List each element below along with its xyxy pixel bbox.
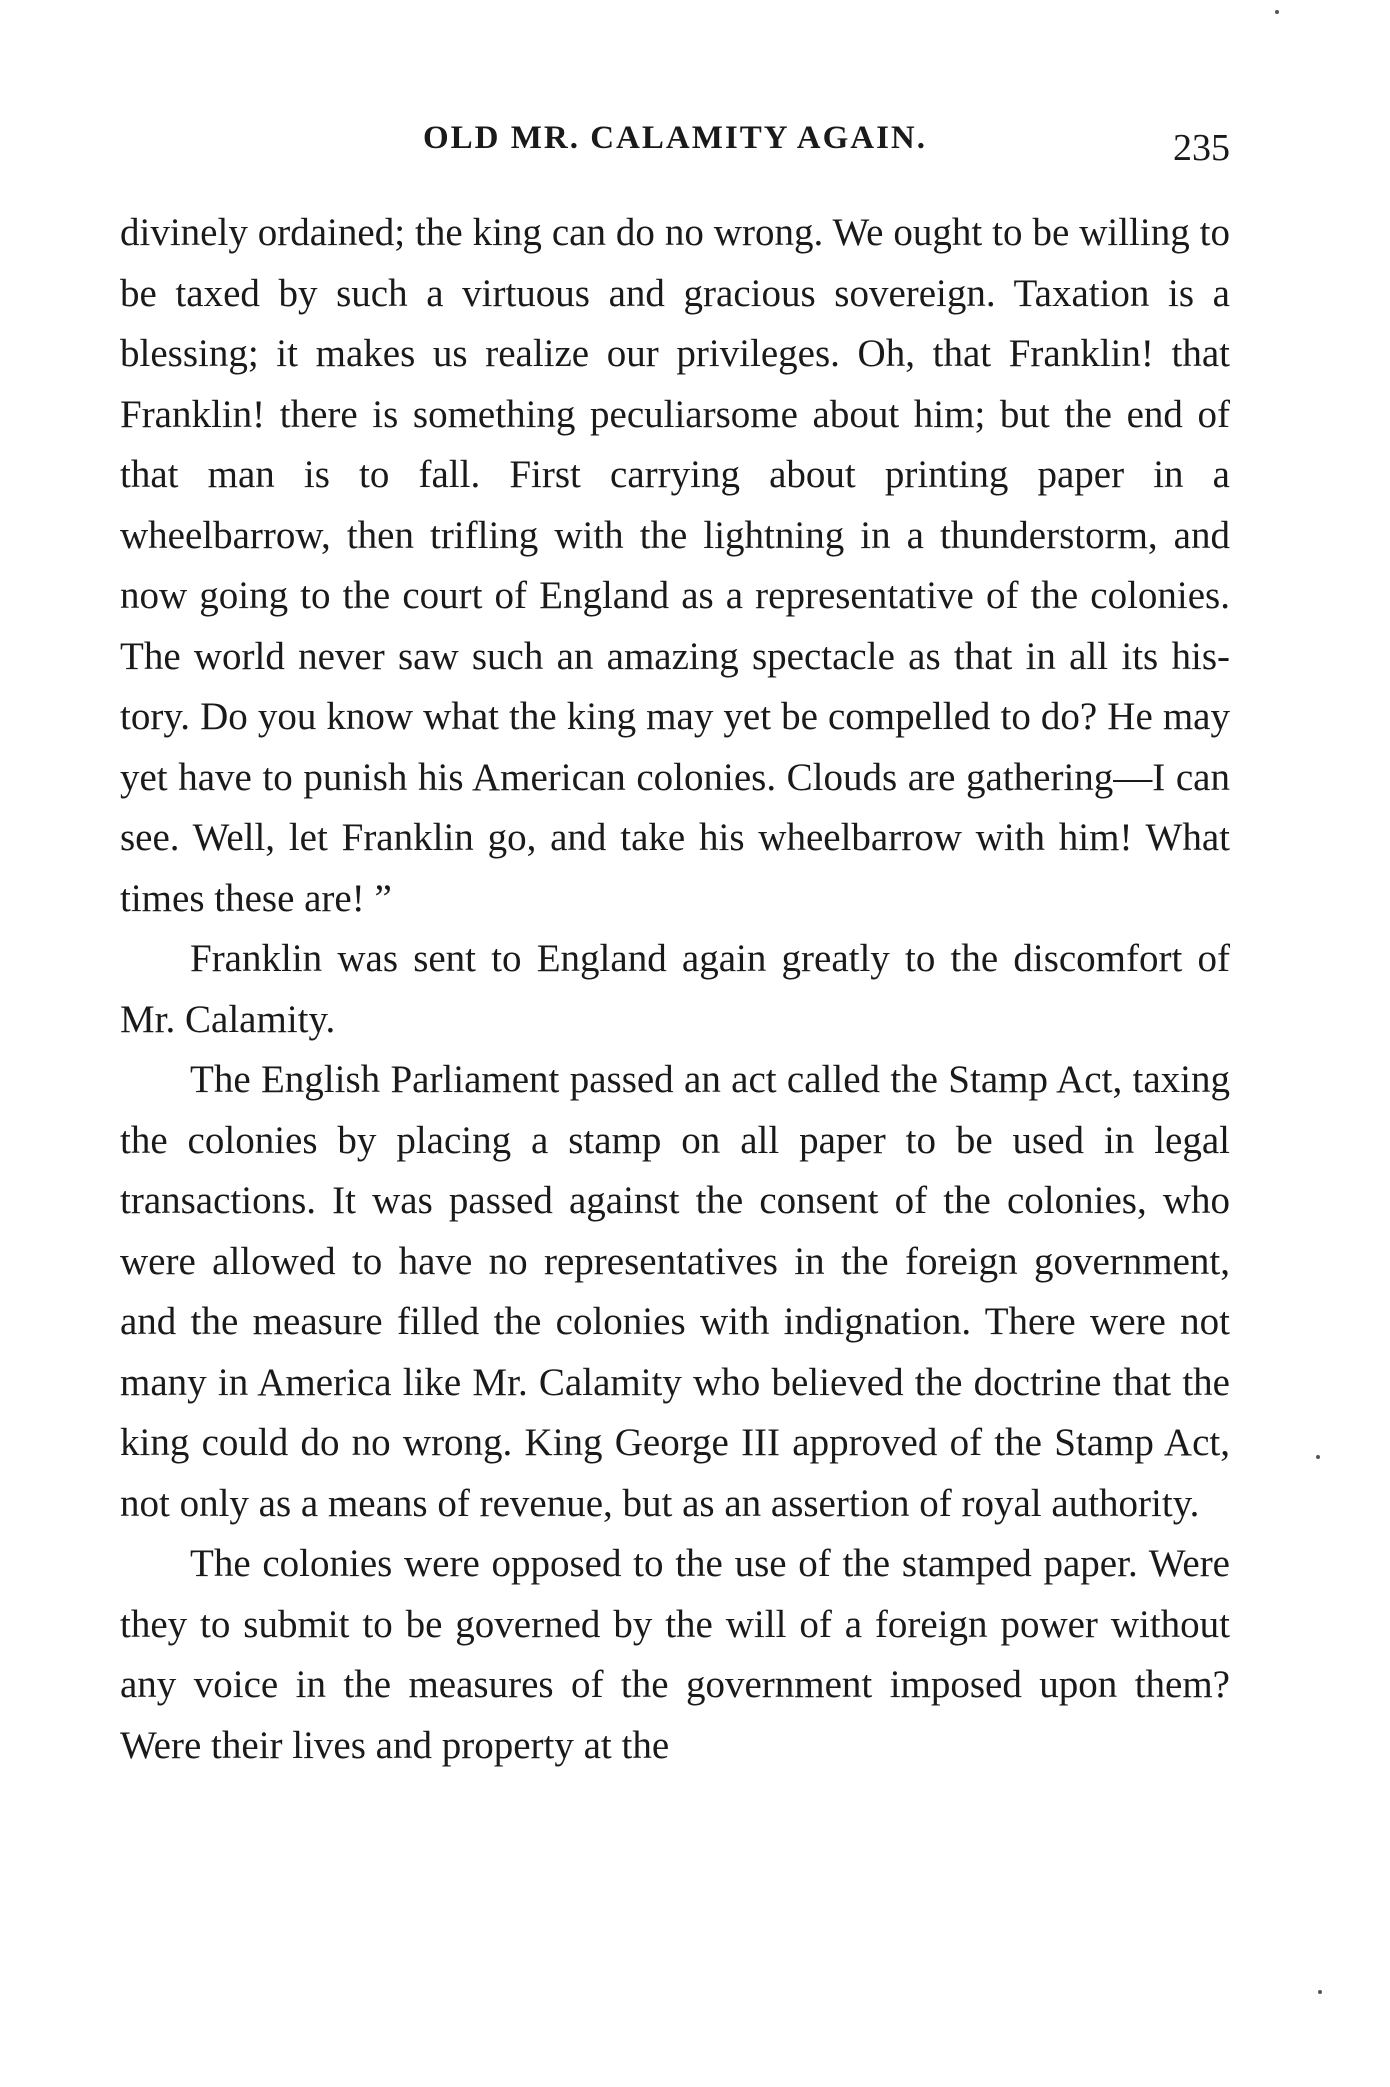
running-head [120, 120, 1230, 170]
scan-speck [1318, 1990, 1322, 1994]
paragraph: Franklin was sent to England again greatly to the discomfort of Mr. Calamity. [120, 937, 1230, 1041]
scan-speck [1275, 10, 1279, 14]
paragraph: The English Parliament passed an act called the Stamp Act, taxing the colonies by placing a stamp on all paper to be used in legal transactions. It was passed against the consent of the colonies, who were allowed to have no representatives in the foreign government, and the measure filled the colonies with indignation. There were not many in America like Mr. Calamity who believed the doctrine that the king could do no wrong. King George III approved of the Stamp Act, not only as a means of revenue, but as an assertion of royal authority. [120, 1058, 1230, 1525]
paragraph-continued: divinely ordained; the king can do no wrong. We ought to be willing to be taxed by such a virtuous and gracious sovereign. Taxation is a blessing; it makes us realize our privileges. Oh, that Franklin! that Franklin! there is something peculiarsome about him; but the end of that man is to fall. First carrying about printing paper in a wheelbarrow, then trifling with the lightning in a thunderstorm, and now going to the court of England as a representative of the colonies. The world never saw such an amazing spectacle as that in all its history. Do you know what the king may yet be compelled to do? He may yet have to punish his American colonies. Clouds are gathering—I can see. Well, let Franklin go, and take his wheelbarrow with him! What times these are! ” [120, 211, 1230, 920]
body-text [120, 203, 1230, 1776]
scan-speck [1316, 1455, 1320, 1459]
page-number: 235 [1173, 127, 1230, 169]
running-title: OLD MR. CALAMITY AGAIN. [422, 120, 928, 156]
paragraph: The colonies were opposed to the use of the stamped paper. Were they to submit to be governed by the will of a foreign power without any voice in the measures of the government imposed upon them? Were their lives and property at the [120, 1542, 1230, 1767]
